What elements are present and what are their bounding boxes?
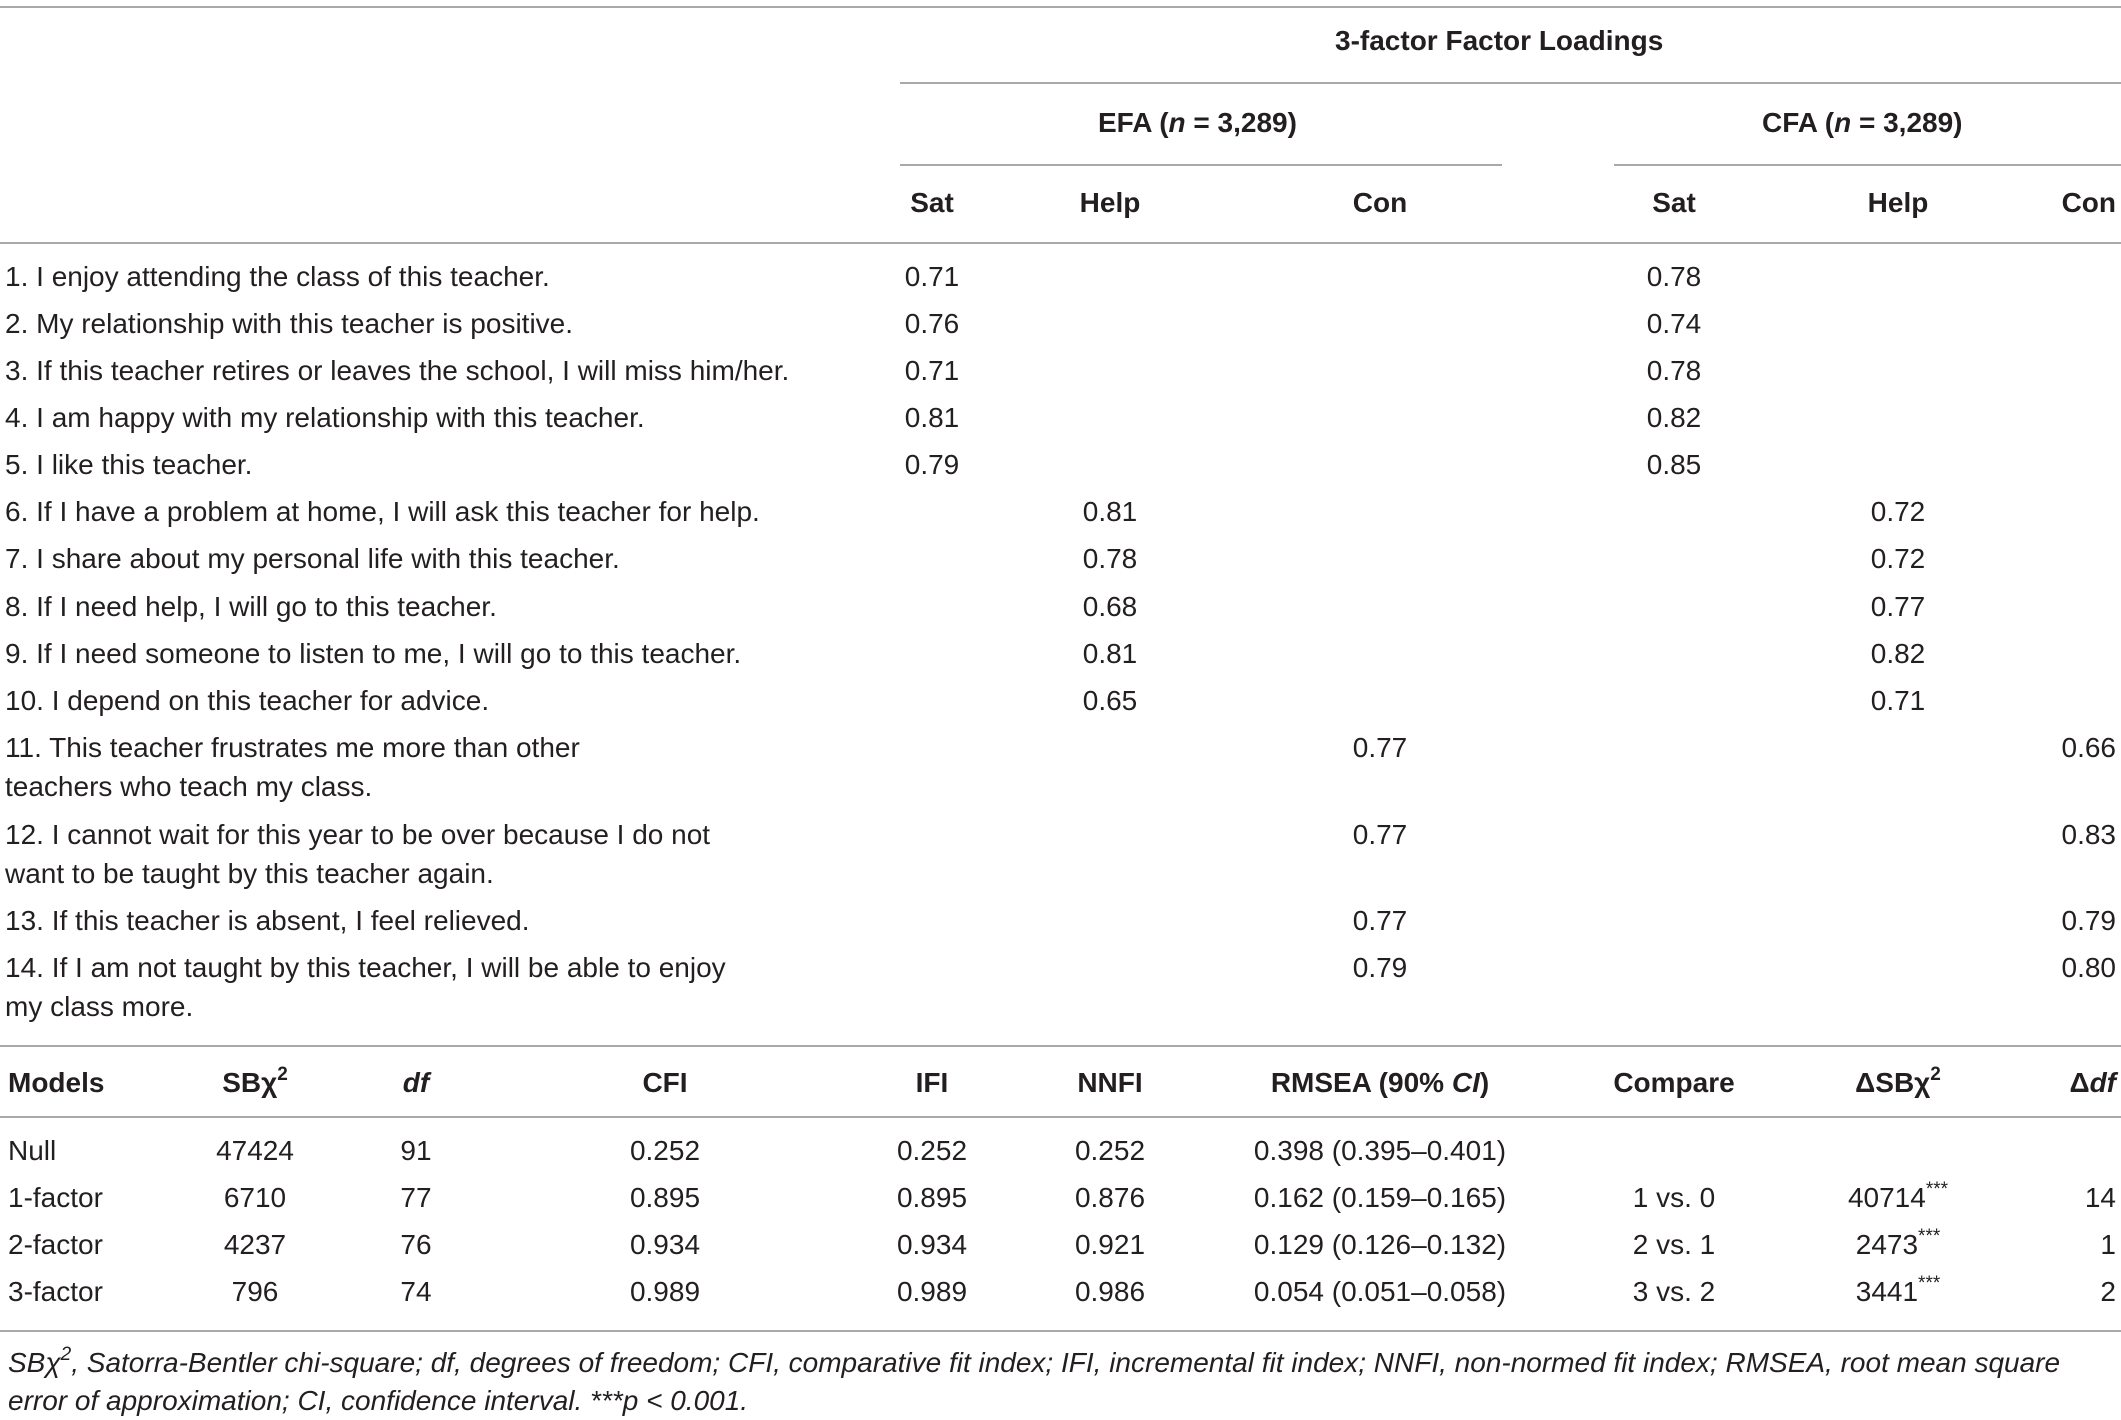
fit-cfi: 0.934 bbox=[629, 1229, 701, 1260]
loading-cfa-sat: 0.74 bbox=[1646, 308, 1702, 339]
fit-rmsea: 0.398 (0.395–0.401) bbox=[1253, 1135, 1507, 1166]
top-rule bbox=[0, 6, 2121, 8]
fit-df: 76 bbox=[400, 1229, 432, 1260]
fit-rmsea: 0.054 (0.051–0.058) bbox=[1253, 1276, 1507, 1307]
fit-rmsea: 0.129 (0.126–0.132) bbox=[1253, 1229, 1507, 1260]
table-title: 3-factor Factor Loadings bbox=[1335, 25, 1664, 56]
fit-header-sb: SBχ$^2$ bbox=[222, 1063, 288, 1098]
item-text bbox=[5, 590, 497, 624]
fit-sb: 6710 bbox=[223, 1182, 287, 1213]
fit-dsb-value: 40714 bbox=[1847, 1182, 1926, 1213]
fit-top-rule bbox=[0, 1045, 2121, 1047]
fit-df: 74 bbox=[400, 1276, 432, 1307]
item-text-line: 1. I enjoy attending the class of this teacher. bbox=[5, 261, 550, 292]
fit-ifi: 0.895 bbox=[896, 1182, 968, 1213]
item-text-line: 12. I cannot wait for this year to be over because I do not bbox=[5, 819, 711, 850]
loading-cfa-sat: 0.82 bbox=[1646, 402, 1702, 433]
loading-cfa-con: 0.79 bbox=[2061, 905, 2116, 936]
fit-compare: 3 vs. 2 bbox=[1632, 1276, 1716, 1307]
loading-efa-sat: 0.71 bbox=[904, 355, 960, 386]
col-header-cfa-sat: Sat bbox=[1652, 187, 1696, 218]
item-text bbox=[5, 448, 252, 482]
item-text-line: 5. I like this teacher. bbox=[5, 449, 253, 480]
footnote-line-2: error of approximation; CI, confidence interval. ***p < 0.001. bbox=[8, 1385, 749, 1416]
fit-header-models: Models bbox=[8, 1067, 105, 1098]
fit-ifi: 0.252 bbox=[896, 1135, 968, 1166]
loading-efa-sat: 0.81 bbox=[904, 402, 960, 433]
col-header-cfa-help: Help bbox=[1867, 187, 1929, 218]
fit-df: 77 bbox=[400, 1182, 432, 1213]
footnote-line-1: SBχ$^2$, Satorra-Bentler chi-square; df, degrees of freedom; CFI, comparative fit index; IFI, incremental fit index; NNFI, non-normed fit index; RMSEA, root mean square bbox=[8, 1343, 2061, 1378]
item-text-line: 3. If this teacher retires or leaves the school, I will miss him/her. bbox=[5, 355, 790, 386]
significance-stars: *** bbox=[1918, 1272, 1941, 1294]
item-text bbox=[5, 637, 741, 671]
fit-cfi: 0.989 bbox=[629, 1276, 701, 1307]
fit-cfi: 0.895 bbox=[629, 1182, 701, 1213]
loading-cfa-sat: 0.85 bbox=[1646, 449, 1702, 480]
loading-cfa-con: 0.83 bbox=[2061, 819, 2116, 850]
loading-cfa-help: 0.77 bbox=[1870, 591, 1926, 622]
efa-header: EFA (n = 3,289) bbox=[1098, 107, 1297, 138]
fit-ddf: 14 bbox=[2084, 1182, 2116, 1213]
loading-efa-sat: 0.79 bbox=[904, 449, 960, 480]
fit-sb: 4237 bbox=[223, 1229, 287, 1260]
item-text-line: 8. If I need help, I will go to this teacher. bbox=[5, 591, 497, 622]
fit-header-compare: Compare bbox=[1613, 1067, 1735, 1098]
fit-header-rule bbox=[0, 1116, 2121, 1118]
fit-rmsea: 0.162 (0.159–0.165) bbox=[1253, 1182, 1507, 1213]
col-header-cfa-con: Con bbox=[2061, 187, 2116, 218]
item-text bbox=[5, 951, 726, 1024]
fit-model: 2-factor bbox=[8, 1229, 103, 1260]
loading-efa-sat: 0.71 bbox=[904, 261, 960, 292]
loading-efa-con: 0.79 bbox=[1352, 952, 1408, 983]
cfa-rule bbox=[1614, 164, 2121, 166]
significance-stars: *** bbox=[1918, 1225, 1941, 1247]
fit-df: 91 bbox=[400, 1135, 432, 1166]
fit-header-ddf: Δdf bbox=[2069, 1067, 2116, 1098]
fit-cfi: 0.252 bbox=[629, 1135, 701, 1166]
fit-header-ifi: IFI bbox=[915, 1067, 949, 1098]
item-text-line: 2. My relationship with this teacher is positive. bbox=[5, 308, 574, 339]
efa-rule bbox=[900, 164, 1502, 166]
loading-cfa-help: 0.71 bbox=[1870, 685, 1926, 716]
loading-efa-help: 0.81 bbox=[1082, 496, 1138, 527]
item-text bbox=[5, 260, 550, 294]
fit-header-rmsea: RMSEA (90% CI) bbox=[1270, 1067, 1490, 1098]
item-text bbox=[5, 818, 710, 891]
item-text bbox=[5, 684, 489, 718]
loading-cfa-sat: 0.78 bbox=[1646, 355, 1702, 386]
col-header-efa-con: Con bbox=[1352, 187, 1408, 218]
fit-nnfi: 0.252 bbox=[1074, 1135, 1146, 1166]
item-text-line: my class more. bbox=[5, 991, 194, 1022]
loading-cfa-help: 0.82 bbox=[1870, 638, 1926, 669]
item-text bbox=[5, 307, 573, 341]
fit-model: 1-factor bbox=[8, 1182, 103, 1213]
loading-cfa-con: 0.66 bbox=[2061, 732, 2116, 763]
fit-sb: 47424 bbox=[216, 1135, 294, 1166]
fit-nnfi: 0.876 bbox=[1074, 1182, 1146, 1213]
item-text-line: 7. I share about my personal life with this teacher. bbox=[5, 543, 620, 574]
item-text bbox=[5, 731, 580, 804]
fit-nnfi: 0.921 bbox=[1074, 1229, 1146, 1260]
item-text bbox=[5, 904, 530, 938]
loading-cfa-sat: 0.78 bbox=[1646, 261, 1702, 292]
item-text-line: 4. I am happy with my relationship with this teacher. bbox=[5, 402, 645, 433]
fit-dsb-value: 3441 bbox=[1855, 1276, 1919, 1307]
item-text bbox=[5, 542, 620, 576]
fit-dsb bbox=[1818, 1272, 1978, 1309]
loading-efa-help: 0.81 bbox=[1082, 638, 1138, 669]
fit-dsb bbox=[1818, 1225, 1978, 1262]
fit-sb: 796 bbox=[231, 1276, 279, 1307]
item-text-line: 11. This teacher frustrates me more than other bbox=[5, 732, 580, 763]
fit-header-cfi: CFI bbox=[642, 1067, 688, 1098]
cfa-header: CFA (n = 3,289) bbox=[1762, 107, 1963, 138]
fit-ddf: 1 bbox=[2100, 1229, 2116, 1260]
item-text bbox=[5, 354, 789, 388]
fit-dsb bbox=[1818, 1178, 1978, 1215]
loading-cfa-con: 0.80 bbox=[2061, 952, 2116, 983]
col-header-efa-sat: Sat bbox=[910, 187, 954, 218]
fit-compare: 1 vs. 0 bbox=[1632, 1182, 1716, 1213]
loading-cfa-help: 0.72 bbox=[1870, 543, 1926, 574]
item-text bbox=[5, 401, 645, 435]
item-text-line: teachers who teach my class. bbox=[5, 771, 373, 802]
fit-ddf: 2 bbox=[2100, 1276, 2116, 1307]
loading-efa-help: 0.65 bbox=[1082, 685, 1138, 716]
col-header-efa-help: Help bbox=[1079, 187, 1141, 218]
fit-header-nnfi: NNFI bbox=[1077, 1067, 1143, 1098]
item-text bbox=[5, 495, 760, 529]
item-text-line: want to be taught by this teacher again. bbox=[5, 858, 494, 889]
fit-model: Null bbox=[8, 1135, 57, 1166]
header-bottom-rule bbox=[0, 242, 2121, 244]
loading-efa-help: 0.68 bbox=[1082, 591, 1138, 622]
fit-header-df: df bbox=[402, 1067, 430, 1098]
significance-stars: *** bbox=[1925, 1178, 1949, 1200]
loading-efa-help: 0.78 bbox=[1082, 543, 1138, 574]
loading-cfa-help: 0.72 bbox=[1870, 496, 1926, 527]
fit-dsb-value: 2473 bbox=[1855, 1229, 1919, 1260]
fit-bottom-rule bbox=[0, 1330, 2121, 1332]
item-text-line: 13. If this teacher is absent, I feel relieved. bbox=[5, 905, 530, 936]
item-text-line: 10. I depend on this teacher for advice. bbox=[5, 685, 490, 716]
fit-header-dsb: ΔSBχ$^2$ bbox=[1855, 1063, 1941, 1098]
item-text-line: 6. If I have a problem at home, I will ask this teacher for help. bbox=[5, 496, 760, 527]
fit-nnfi: 0.986 bbox=[1074, 1276, 1146, 1307]
loading-efa-con: 0.77 bbox=[1352, 819, 1408, 850]
fit-compare: 2 vs. 1 bbox=[1632, 1229, 1716, 1260]
fit-ifi: 0.934 bbox=[896, 1229, 968, 1260]
item-text-line: 9. If I need someone to listen to me, I will go to this teacher. bbox=[5, 638, 742, 669]
loading-efa-con: 0.77 bbox=[1352, 732, 1408, 763]
fit-model: 3-factor bbox=[8, 1276, 103, 1307]
item-text-line: 14. If I am not taught by this teacher, I will be able to enjoy bbox=[5, 952, 726, 983]
loading-efa-con: 0.77 bbox=[1352, 905, 1408, 936]
fit-ifi: 0.989 bbox=[896, 1276, 968, 1307]
header-rule-1 bbox=[900, 82, 2121, 84]
loading-efa-sat: 0.76 bbox=[904, 308, 960, 339]
